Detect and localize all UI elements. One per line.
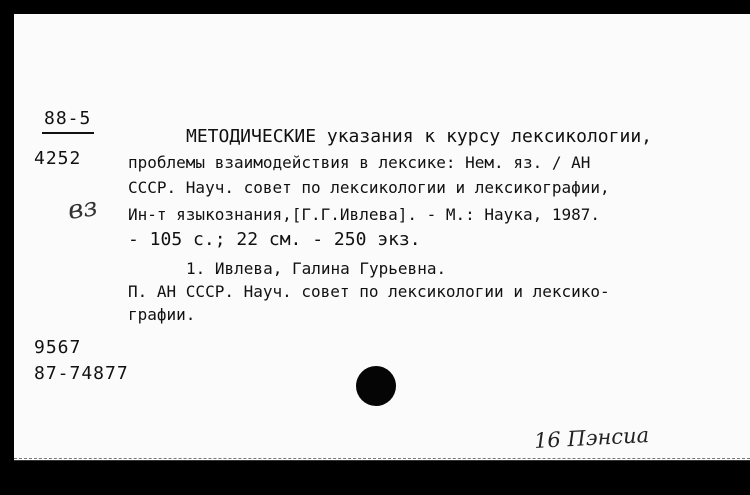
body-line: СССР. Науч. совет по лексикологии и лексикографии, [128, 178, 610, 197]
card-edge-line [14, 458, 750, 459]
body-line-title: МЕТОДИЧЕСКИЕ указания к курсу лексикологии, [186, 126, 652, 147]
handwritten-bottom-note: 16 Пэнсиа [533, 423, 650, 453]
body-line: проблемы взаимодействия в лексике: Нем. яз. / АН [128, 153, 591, 172]
body-line: - 105 с.; 22 см. - 250 экз. [128, 229, 421, 250]
body-line: графии. [128, 305, 196, 324]
call-number-top: 88-5 [44, 108, 92, 129]
inventory-number: 9567 [34, 337, 82, 358]
punch-hole [356, 366, 396, 406]
handwritten-note: вз [66, 192, 100, 226]
body-line: П. АН СССР. Науч. совет по лексикологии и лексико- [128, 282, 610, 301]
call-number-rule [42, 132, 94, 134]
catalog-card [14, 14, 750, 461]
registry-number: 87-74877 [34, 363, 129, 384]
call-number-bottom: 4252 [34, 148, 82, 169]
subject-heading: 1. Ивлева, Галина Гурьевна. [186, 259, 447, 278]
body-line: Ин-т языкознания,[Г.Г.Ивлева]. - М.: Наука, 1987. [128, 205, 601, 224]
